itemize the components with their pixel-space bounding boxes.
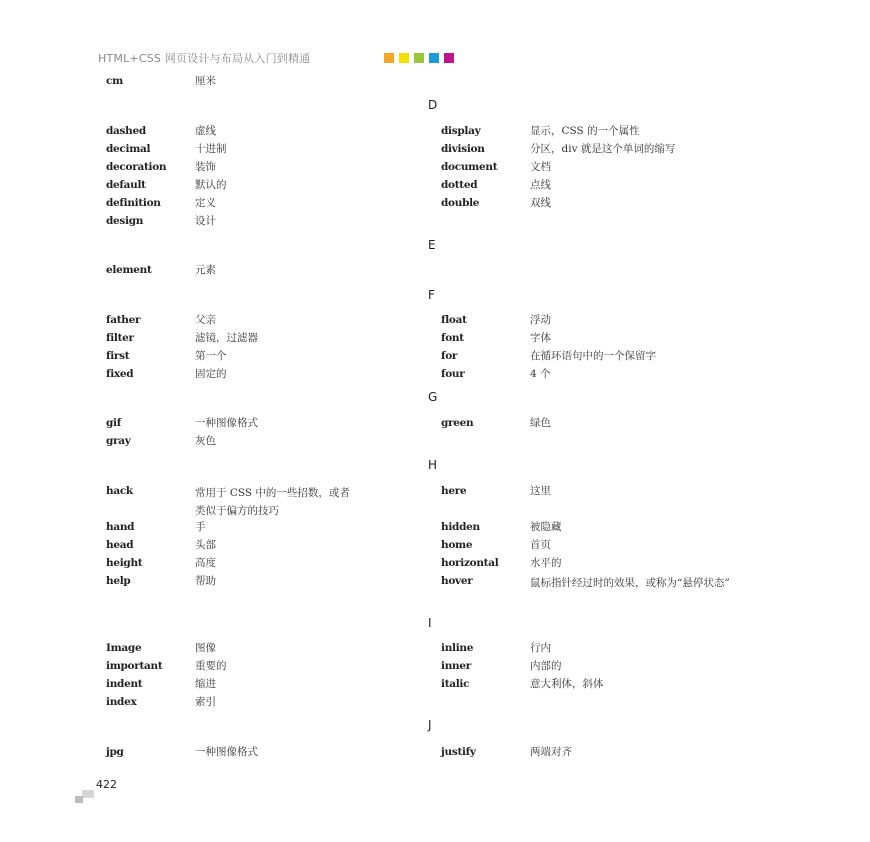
term: decimal bbox=[106, 143, 151, 155]
definition: 浮动 bbox=[530, 314, 551, 326]
swatch-orange bbox=[384, 53, 394, 63]
term: jpg bbox=[106, 746, 124, 758]
term: here bbox=[441, 485, 467, 497]
swatch-yellow bbox=[399, 53, 409, 63]
term: hover bbox=[441, 575, 473, 587]
term: justify bbox=[441, 746, 476, 758]
term: help bbox=[106, 575, 131, 587]
term: father bbox=[106, 314, 141, 326]
section-letter-h: H bbox=[428, 458, 438, 472]
definition: 缩进 bbox=[195, 678, 216, 690]
definition: 固定的 bbox=[195, 368, 227, 380]
term: font bbox=[441, 332, 464, 344]
term: double bbox=[441, 197, 480, 209]
definition: 在循环语句中的一个保留字 bbox=[530, 350, 656, 362]
term: hand bbox=[106, 521, 135, 533]
definition: 索引 bbox=[195, 696, 216, 708]
term: division bbox=[441, 143, 485, 155]
definition: 意大利体，斜体 bbox=[530, 678, 604, 690]
definition: 被隐藏 bbox=[530, 521, 562, 533]
swatch-blue bbox=[429, 53, 439, 63]
definition: 图像 bbox=[195, 642, 216, 654]
term: Image bbox=[106, 642, 142, 654]
definition: 元素 bbox=[195, 264, 216, 276]
term: horizontal bbox=[441, 557, 499, 569]
definition: 帮助 bbox=[195, 575, 216, 587]
definition: 一种图像格式 bbox=[195, 746, 258, 758]
term: green bbox=[441, 417, 474, 429]
definition: 父亲 bbox=[195, 314, 216, 326]
corner-square bbox=[75, 796, 83, 803]
term: fixed bbox=[106, 368, 134, 380]
term: gif bbox=[106, 417, 121, 429]
definition: 高度 bbox=[195, 557, 216, 569]
term: inline bbox=[441, 642, 474, 654]
definition: 装饰 bbox=[195, 161, 216, 173]
term: important bbox=[106, 660, 163, 672]
definition: 双线 bbox=[530, 197, 551, 209]
definition: 常用于 CSS 中的一些招数，或者类似于偏方的技巧 bbox=[195, 487, 350, 517]
definition: 十进制 bbox=[195, 143, 227, 155]
section-letter-j: J bbox=[428, 718, 432, 732]
term: float bbox=[441, 314, 467, 326]
term: default bbox=[106, 179, 146, 191]
definition: 首页 bbox=[530, 539, 551, 551]
swatch-green bbox=[414, 53, 424, 63]
definition: 一种图像格式 bbox=[195, 417, 258, 429]
term: cm bbox=[106, 75, 123, 87]
definition: 行内 bbox=[530, 642, 551, 654]
term: hidden bbox=[441, 521, 480, 533]
term: element bbox=[106, 264, 152, 276]
definition: 默认的 bbox=[195, 179, 227, 191]
definition: 灰色 bbox=[195, 435, 216, 447]
running-header: HTML+CSS 网页设计与布局从入门到精通 bbox=[98, 52, 311, 65]
definition: 定义 bbox=[195, 197, 216, 209]
term: display bbox=[441, 125, 481, 137]
section-letter-e: E bbox=[428, 238, 436, 252]
term: indent bbox=[106, 678, 143, 690]
definition: 虚线 bbox=[195, 125, 216, 137]
definition: 重要的 bbox=[195, 660, 227, 672]
definition: 两端对齐 bbox=[530, 746, 572, 758]
definition: 内部的 bbox=[530, 660, 562, 672]
term: italic bbox=[441, 678, 470, 690]
definition: 绿色 bbox=[530, 417, 551, 429]
term: head bbox=[106, 539, 134, 551]
term: document bbox=[441, 161, 498, 173]
section-letter-g: G bbox=[428, 390, 438, 404]
term: inner bbox=[441, 660, 471, 672]
term: index bbox=[106, 696, 137, 708]
section-letter-i: I bbox=[428, 616, 432, 630]
definition: 鼠标指针经过时的效果，或称为“悬停状态” bbox=[530, 577, 730, 589]
section-letter-d: D bbox=[428, 98, 438, 112]
term: design bbox=[106, 215, 144, 227]
corner-square bbox=[82, 790, 94, 798]
term: decoration bbox=[106, 161, 167, 173]
page-number: 422 bbox=[96, 778, 117, 791]
definition: 手 bbox=[195, 521, 206, 533]
section-letter-f: F bbox=[428, 288, 435, 302]
color-swatches bbox=[384, 53, 454, 63]
term: dashed bbox=[106, 125, 146, 137]
definition: 头部 bbox=[195, 539, 216, 551]
term: four bbox=[441, 368, 465, 380]
corner-decoration bbox=[75, 790, 95, 804]
definition: 文档 bbox=[530, 161, 551, 173]
definition: 水平的 bbox=[530, 557, 562, 569]
definition: 点线 bbox=[530, 179, 551, 191]
definition: 设计 bbox=[195, 215, 216, 227]
definition: 这里 bbox=[530, 485, 551, 497]
definition: 分区，div 就是这个单词的缩写 bbox=[530, 143, 676, 155]
term: first bbox=[106, 350, 130, 362]
term: definition bbox=[106, 197, 161, 209]
term: home bbox=[441, 539, 473, 551]
definition: 4 个 bbox=[530, 368, 551, 380]
definition: 第一个 bbox=[195, 350, 227, 362]
definition: 厘米 bbox=[195, 75, 216, 87]
term: hack bbox=[106, 485, 133, 497]
definition: 显示，CSS 的一个属性 bbox=[530, 125, 640, 137]
term: height bbox=[106, 557, 143, 569]
definition: 字体 bbox=[530, 332, 551, 344]
term: dotted bbox=[441, 179, 478, 191]
term: for bbox=[441, 350, 458, 362]
term: gray bbox=[106, 435, 131, 447]
term: filter bbox=[106, 332, 134, 344]
definition: 滤镜，过滤器 bbox=[195, 332, 258, 344]
swatch-magenta bbox=[444, 53, 454, 63]
